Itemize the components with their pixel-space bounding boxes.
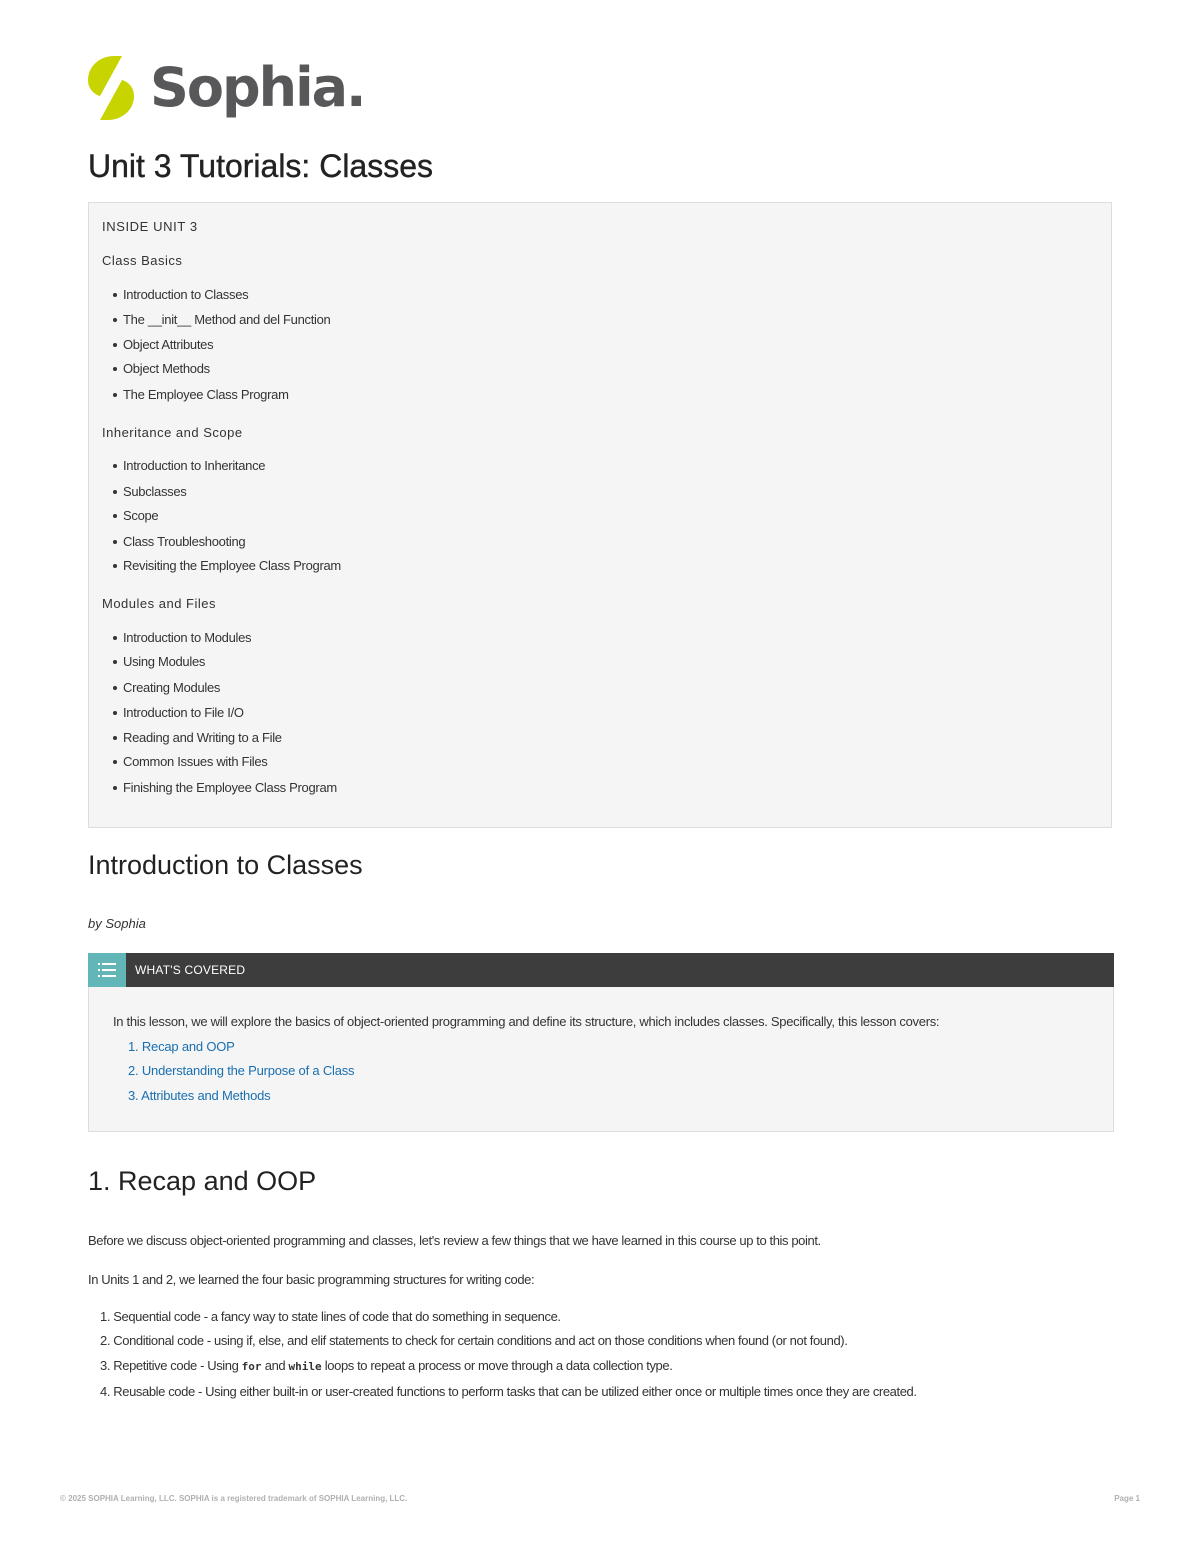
covered-link-attributes-methods[interactable]: 3. Attributes and Methods xyxy=(128,1088,271,1103)
bullet-icon xyxy=(113,393,117,397)
bullet-icon xyxy=(113,318,117,322)
toc-item[interactable]: The __init__ Method and del Function xyxy=(113,312,330,327)
whats-covered-panel xyxy=(88,953,1114,1132)
bullet-icon xyxy=(113,686,117,690)
list-item: 2. Conditional code - using if, else, and elif statements to check for certain conditions and act on those conditions when found (or not found). xyxy=(100,1333,848,1348)
code-while: while xyxy=(288,1360,322,1373)
bullet-icon xyxy=(113,343,117,347)
toc-item[interactable]: Introduction to Inheritance xyxy=(113,458,265,473)
toc-item[interactable]: Object Methods xyxy=(113,361,210,376)
section-label-class-basics: Class Basics xyxy=(102,253,183,268)
bullet-icon xyxy=(113,736,117,740)
list-item: 4. Reusable code - Using either built-in or user-created functions to perform tasks that can be utilized either once or multiple times once they are created. xyxy=(100,1384,917,1399)
brand-name: Sophia. xyxy=(150,56,365,119)
list-item: 1. Sequential code - a fancy way to state lines of code that do something in sequence. xyxy=(100,1309,561,1324)
whats-covered-header xyxy=(88,953,1114,987)
toc-item[interactable]: Object Attributes xyxy=(113,337,213,352)
bullet-icon xyxy=(113,514,117,518)
bullet-icon xyxy=(113,711,117,715)
bullet-icon xyxy=(113,367,117,371)
section-label-modules-files: Modules and Files xyxy=(102,596,216,611)
toc-item[interactable]: Introduction to Modules xyxy=(113,630,251,645)
bullet-icon xyxy=(113,464,117,468)
toc-item[interactable]: Subclasses xyxy=(113,484,186,499)
list-item: 3. Repetitive code - Using for and while loops to repeat a process or move through a data collection type. xyxy=(100,1358,673,1373)
toc-item[interactable]: Reading and Writing to a File xyxy=(113,730,282,745)
toc-item[interactable]: Scope xyxy=(113,508,158,523)
toc-item[interactable]: Introduction to File I/O xyxy=(113,705,244,720)
bullet-icon xyxy=(113,660,117,664)
inside-unit-heading: INSIDE UNIT 3 xyxy=(102,219,198,234)
sophia-leaf-icon xyxy=(86,54,136,122)
toc-item[interactable]: Using Modules xyxy=(113,654,205,669)
whats-covered-intro: In this lesson, we will explore the basics of object-oriented programming and define its structure, which includes classes. Specifically, this lesson covers: xyxy=(113,1014,940,1029)
footer-page-number: Page 1 xyxy=(1114,1494,1140,1503)
bullet-icon xyxy=(113,564,117,568)
bullet-icon xyxy=(113,540,117,544)
footer-copyright: © 2025 SOPHIA Learning, LLC. SOPHIA is a registered trademark of SOPHIA Learning, LLC. xyxy=(60,1494,408,1503)
lesson-title: Introduction to Classes xyxy=(88,850,363,880)
bullet-icon xyxy=(113,786,117,790)
inside-unit-panel xyxy=(88,202,1112,828)
code-for: for xyxy=(241,1360,262,1373)
covered-link-purpose-of-class[interactable]: 2. Understanding the Purpose of a Class xyxy=(128,1063,355,1078)
toc-item[interactable]: The Employee Class Program xyxy=(113,387,289,402)
toc-item[interactable]: Finishing the Employee Class Program xyxy=(113,780,337,795)
section-title-recap-oop: 1. Recap and OOP xyxy=(88,1166,317,1196)
bullet-icon xyxy=(113,490,117,494)
bullet-icon xyxy=(113,760,117,764)
toc-item[interactable]: Revisiting the Employee Class Program xyxy=(113,558,341,573)
toc-item[interactable]: Introduction to Classes xyxy=(113,287,248,302)
byline: by Sophia xyxy=(88,916,146,931)
section-label-inheritance-scope: Inheritance and Scope xyxy=(102,425,243,440)
whats-covered-title: WHAT'S COVERED xyxy=(135,963,246,977)
toc-item[interactable]: Common Issues with Files xyxy=(113,754,268,769)
paragraph: Before we discuss object-oriented programming and classes, let's review a few things that we have learned in this course up to this point. xyxy=(88,1233,821,1248)
toc-item[interactable]: Class Troubleshooting xyxy=(113,534,245,549)
bullet-icon xyxy=(113,636,117,640)
toc-item[interactable]: Creating Modules xyxy=(113,680,220,695)
paragraph: In Units 1 and 2, we learned the four basic programming structures for writing code: xyxy=(88,1272,535,1287)
covered-link-recap-oop[interactable]: 1. Recap and OOP xyxy=(128,1039,235,1054)
unit-title: Unit 3 Tutorials: Classes xyxy=(88,148,434,184)
bullet-icon xyxy=(113,293,117,297)
sophia-logo xyxy=(86,54,365,122)
list-icon xyxy=(88,953,126,987)
